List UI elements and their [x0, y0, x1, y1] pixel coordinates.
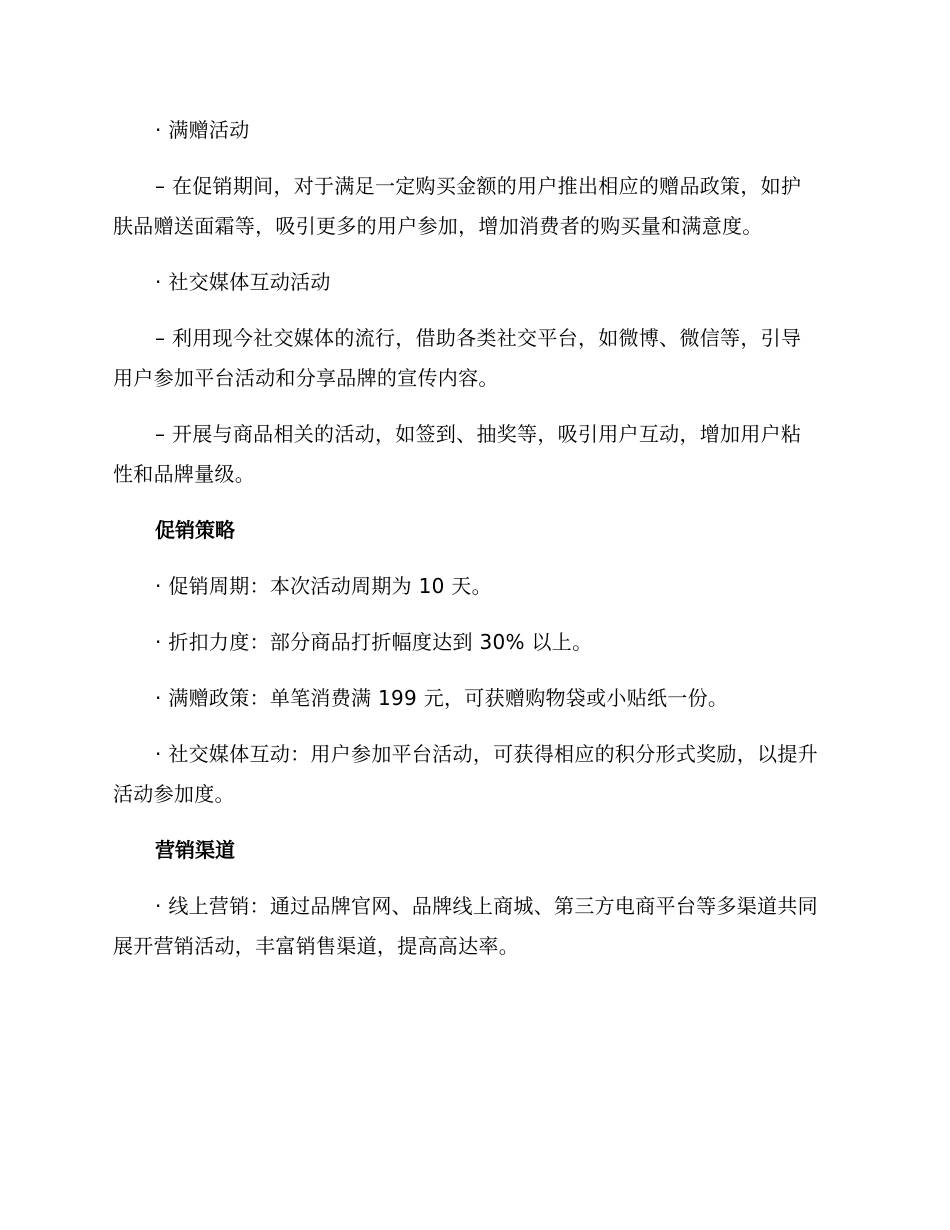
- document-body: [113, 110, 821, 982]
- social-media-detail-1: – 利用现今社交媒体的流行，借助各类社交平台，如微博、微信等，引导用户参加平台活动和分享品牌的宣传内容。: [113, 326, 802, 390]
- strategy-gift-policy: · 满赠政策：单笔消费满 199 元，可获赠购物袋或小贴纸一份。: [155, 686, 729, 710]
- strategy-period: · 促销周期：本次活动周期为 10 天。: [155, 574, 492, 598]
- channel-online-marketing: · 线上营销：通过品牌官网、品牌线上商城、第三方电商平台等多渠道共同展开营销活动，丰富销售渠道，提高高达率。: [113, 894, 818, 958]
- social-media-detail-2: – 开展与商品相关的活动，如签到、抽奖等，吸引用户互动，增加用户粘性和品牌量级。: [113, 422, 802, 486]
- bullet-gift-promotion: · 满赠活动: [155, 118, 250, 142]
- section-heading-marketing-channels: 营销渠道: [155, 838, 235, 862]
- strategy-discount: · 折扣力度：部分商品打折幅度达到 30% 以上。: [155, 630, 593, 654]
- section-heading-promotion-strategy: 促销策略: [155, 518, 235, 542]
- gift-promotion-detail: – 在促销期间，对于满足一定购买金额的用户推出相应的赠品政策，如护肤品赠送面霜等，吸引更多的用户参加，增加消费者的购买量和满意度。: [113, 174, 802, 238]
- bullet-social-media-activity: · 社交媒体互动活动: [155, 270, 331, 294]
- strategy-social-interaction: · 社交媒体互动：用户参加平台活动，可获得相应的积分形式奖励，以提升活动参加度。: [113, 742, 818, 806]
